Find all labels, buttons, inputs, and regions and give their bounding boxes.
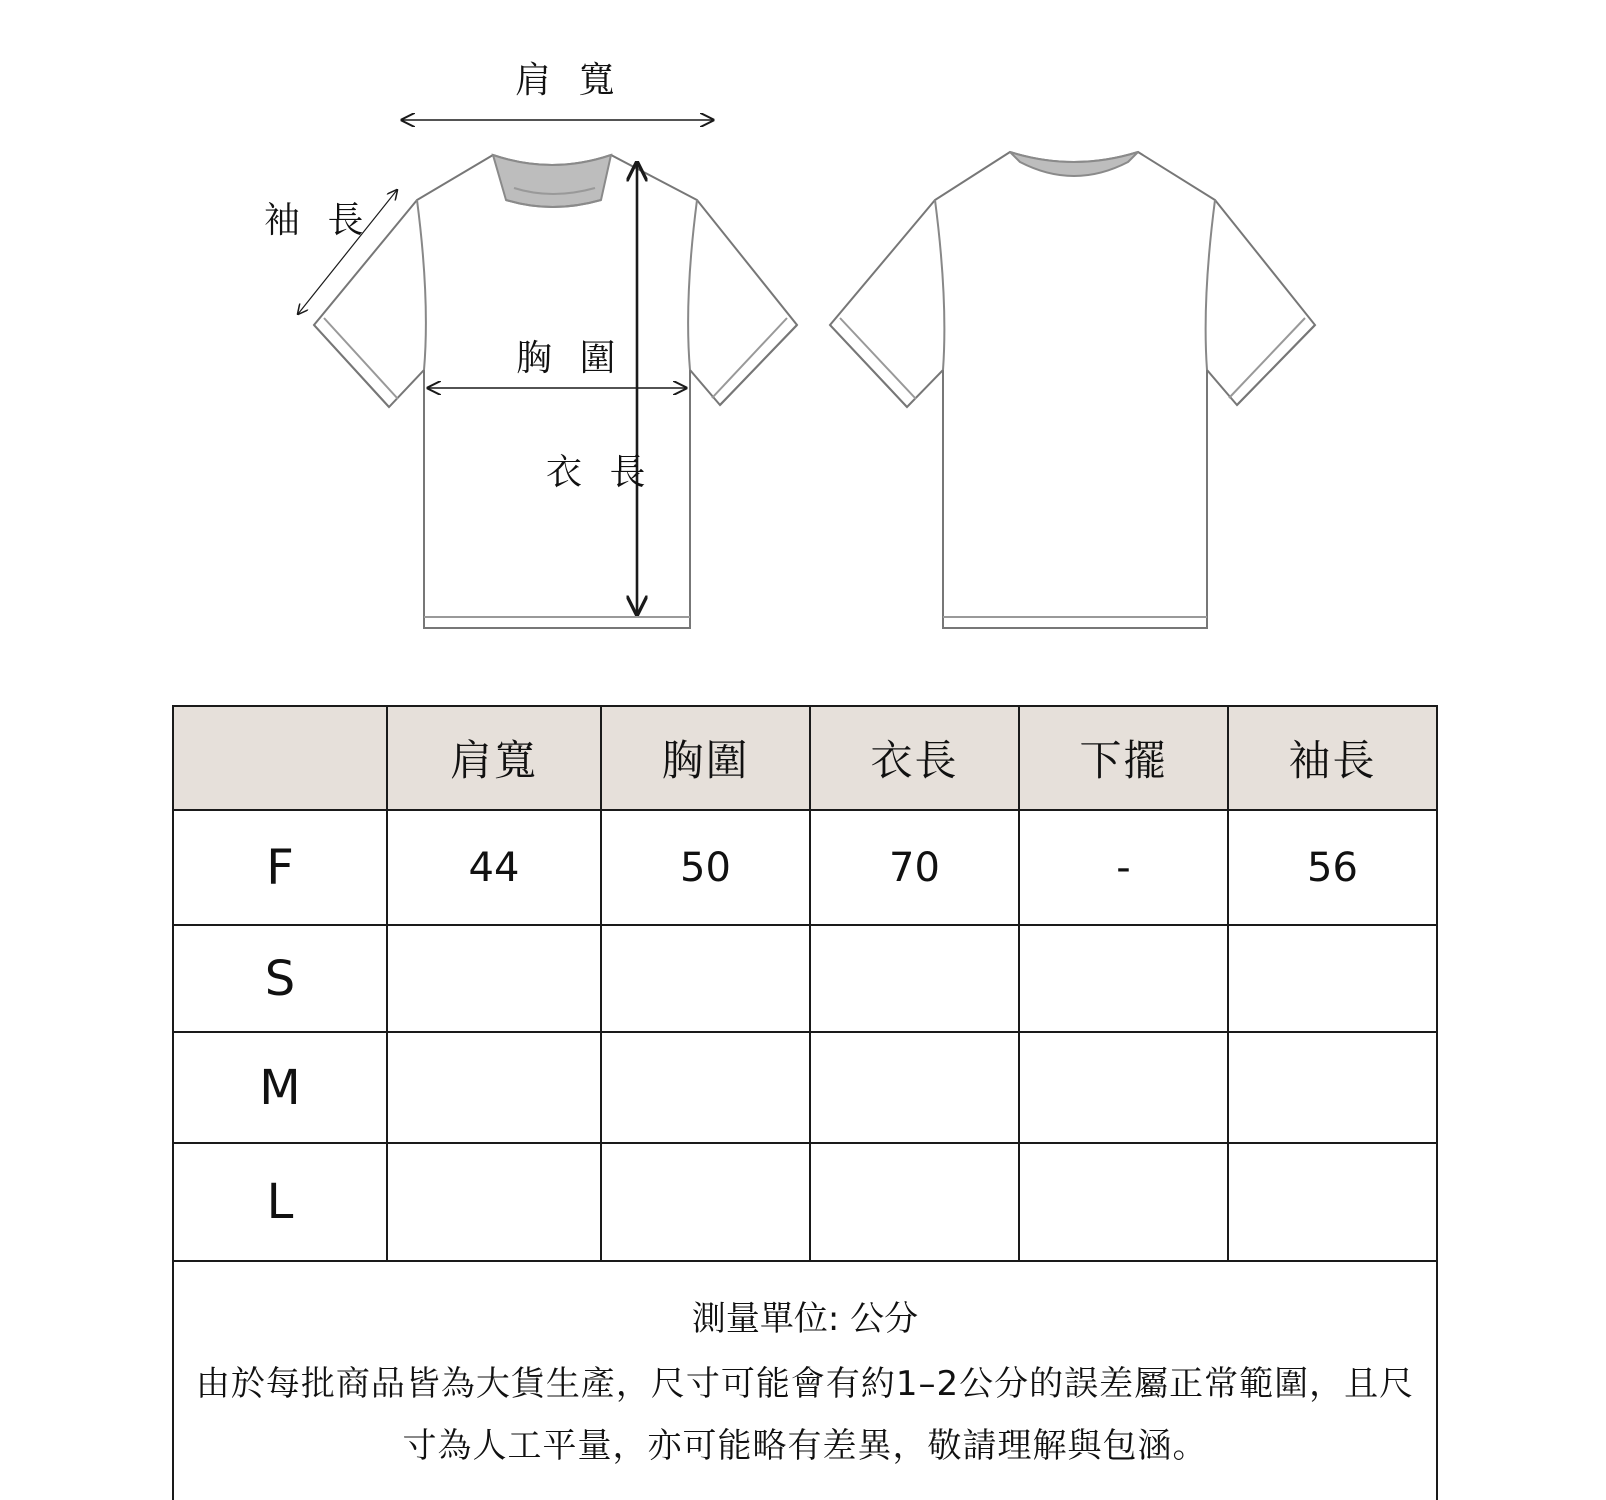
table-cell bbox=[1019, 925, 1228, 1032]
table-row bbox=[173, 1143, 1437, 1261]
disclaimer-text: 由於每批商品皆為大貨生產，尺寸可能會有約1–2公分的誤差屬正常範圍，且尺寸為人工平量，亦可能略有差異，敬請理解與包涵。 bbox=[195, 1364, 1415, 1466]
table-cell bbox=[810, 925, 1019, 1032]
table-row bbox=[173, 1032, 1437, 1143]
table-cell: - bbox=[1019, 810, 1228, 925]
header-hem: 下擺 bbox=[1019, 706, 1228, 810]
header-sleeve-length: 袖長 bbox=[1228, 706, 1437, 810]
tshirt-back bbox=[830, 152, 1315, 628]
shoulder-width-label: 肩 寬 bbox=[515, 60, 623, 101]
table-cell bbox=[1228, 1143, 1437, 1261]
table-header-row bbox=[173, 706, 1437, 810]
table-row bbox=[173, 810, 1437, 925]
table-cell bbox=[387, 1143, 601, 1261]
size-label: M bbox=[173, 1032, 387, 1143]
sleeve-length-label: 袖 長 bbox=[264, 200, 372, 241]
size-label: F bbox=[173, 810, 387, 925]
table-cell: 56 bbox=[1228, 810, 1437, 925]
table-cell: 44 bbox=[387, 810, 601, 925]
note-cell bbox=[173, 1261, 1437, 1500]
chest-label: 胸 圍 bbox=[516, 338, 624, 379]
size-label: S bbox=[173, 925, 387, 1032]
size-label: L bbox=[173, 1143, 387, 1261]
header-shoulder-width: 肩寬 bbox=[387, 706, 601, 810]
body-length-label: 衣 長 bbox=[546, 452, 654, 493]
size-table bbox=[172, 705, 1438, 1500]
tshirt-diagram bbox=[0, 0, 1606, 680]
header-chest: 胸圍 bbox=[601, 706, 810, 810]
note-row bbox=[173, 1261, 1437, 1500]
table-cell bbox=[387, 925, 601, 1032]
measurement-unit: 測量單位: 公分 bbox=[691, 1299, 919, 1339]
table-cell bbox=[1019, 1143, 1228, 1261]
table-cell bbox=[601, 1143, 810, 1261]
table-row bbox=[173, 925, 1437, 1032]
table-cell: 50 bbox=[601, 810, 810, 925]
table-cell bbox=[810, 1143, 1019, 1261]
header-body-length: 衣長 bbox=[810, 706, 1019, 810]
table-cell: 70 bbox=[810, 810, 1019, 925]
table-cell bbox=[387, 1032, 601, 1143]
table-cell bbox=[810, 1032, 1019, 1143]
tshirt-front bbox=[314, 155, 797, 628]
table-cell bbox=[1019, 1032, 1228, 1143]
table-cell bbox=[1228, 925, 1437, 1032]
table-cell bbox=[601, 1032, 810, 1143]
table-cell bbox=[601, 925, 810, 1032]
table-cell bbox=[1228, 1032, 1437, 1143]
header-corner bbox=[173, 706, 387, 810]
